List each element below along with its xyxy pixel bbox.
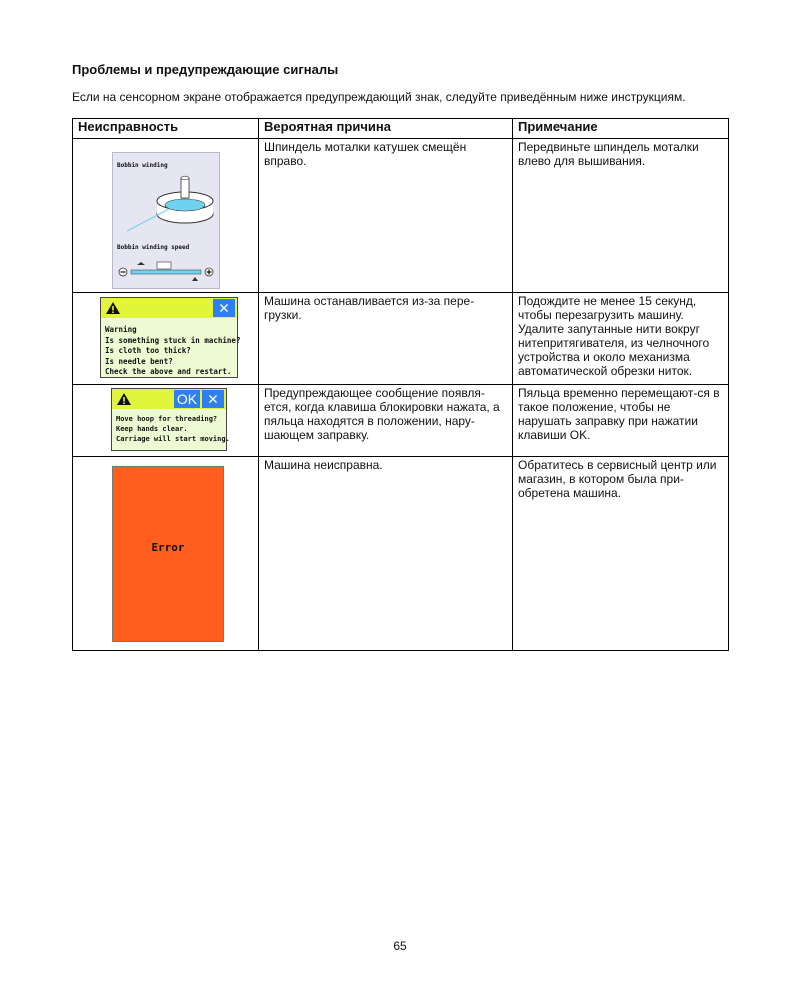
close-icon[interactable]: ✕ xyxy=(213,299,235,317)
bobbin-winding-screen xyxy=(112,152,220,289)
speed-slider[interactable] xyxy=(131,270,201,274)
header-note: Примечание xyxy=(513,119,729,139)
table-row xyxy=(73,457,729,651)
warning-triangle-icon xyxy=(105,301,121,315)
table-row xyxy=(73,139,729,293)
header-problem: Неисправность xyxy=(73,119,259,139)
error-screen xyxy=(112,466,224,642)
note-cell: Пяльца временно перемещают-ся в такое положение, чтобы не нарушать заправку при нажатии клавиши OK. xyxy=(513,385,729,457)
warning-message xyxy=(116,414,230,444)
bobbin-illustration xyxy=(113,153,219,288)
error-text: Error xyxy=(151,541,185,554)
problem-image-cell xyxy=(73,139,259,293)
warning-line: Move hoop for threading? xyxy=(116,415,218,423)
bobbin-speed-label: Bobbin winding speed xyxy=(117,244,190,251)
troubleshooting-table xyxy=(72,118,729,651)
table-row xyxy=(73,385,729,457)
warning-line: Carriage will start moving. xyxy=(116,435,230,443)
problem-image-cell xyxy=(73,293,259,385)
cause-cell: Предупреждающее сообщение появля-ется, когда клавиша блокировки нажата, а пяльца находятся в положении, нару-шающем заправку. xyxy=(259,385,513,457)
page-number: 65 xyxy=(393,939,407,953)
table-header-row xyxy=(73,119,729,139)
threading-warning-panel xyxy=(111,388,230,451)
problem-image-cell xyxy=(73,457,259,651)
section-title: Проблемы и предупреждающие сигналы xyxy=(72,62,339,77)
warning-line: Check the above and restart. xyxy=(105,367,232,376)
warning-line: Keep hands clear. xyxy=(116,425,188,433)
warning-line: Is cloth too thick? xyxy=(105,346,191,355)
close-icon[interactable]: ✕ xyxy=(202,390,224,408)
warning-message xyxy=(105,325,240,378)
warning-line: Is something stuck in machine? xyxy=(105,335,241,345)
note-cell: Передвиньте шпиндель моталки влево для вышивания. xyxy=(513,139,729,293)
problem-image-cell xyxy=(73,385,259,457)
header-cause: Вероятная причина xyxy=(259,119,513,139)
note-cell: Подождите не менее 15 секунд, чтобы перезагрузить машину. Удалите запутанные нити вокруг нитепритягивателя, из челночного устройства и около механизма автоматической обрезки ниток. xyxy=(513,293,729,385)
cause-cell: Шпиндель моталки катушек смещён вправо. xyxy=(259,139,513,293)
table-row xyxy=(73,293,729,385)
cause-cell: Машина неисправна. xyxy=(259,457,513,651)
overload-warning-panel xyxy=(100,297,241,378)
speed-indicator xyxy=(157,262,171,269)
bobbin-panel-title: Bobbin winding xyxy=(117,162,168,169)
cause-cell: Машина останавливается из-за пере-грузки. xyxy=(259,293,513,385)
warning-triangle-icon xyxy=(116,392,132,406)
warning-line: Is needle bent? xyxy=(105,356,173,366)
note-cell: Обратитесь в сервисный центр или магазин, в котором была при-обретена машина. xyxy=(513,457,729,651)
intro-text: Если на сенсорном экране отображается предупреждающий знак, следуйте приведённым ниже инструкциям. xyxy=(72,90,686,104)
ok-button[interactable]: OK xyxy=(174,390,200,408)
warning-line: Warning xyxy=(105,325,137,334)
